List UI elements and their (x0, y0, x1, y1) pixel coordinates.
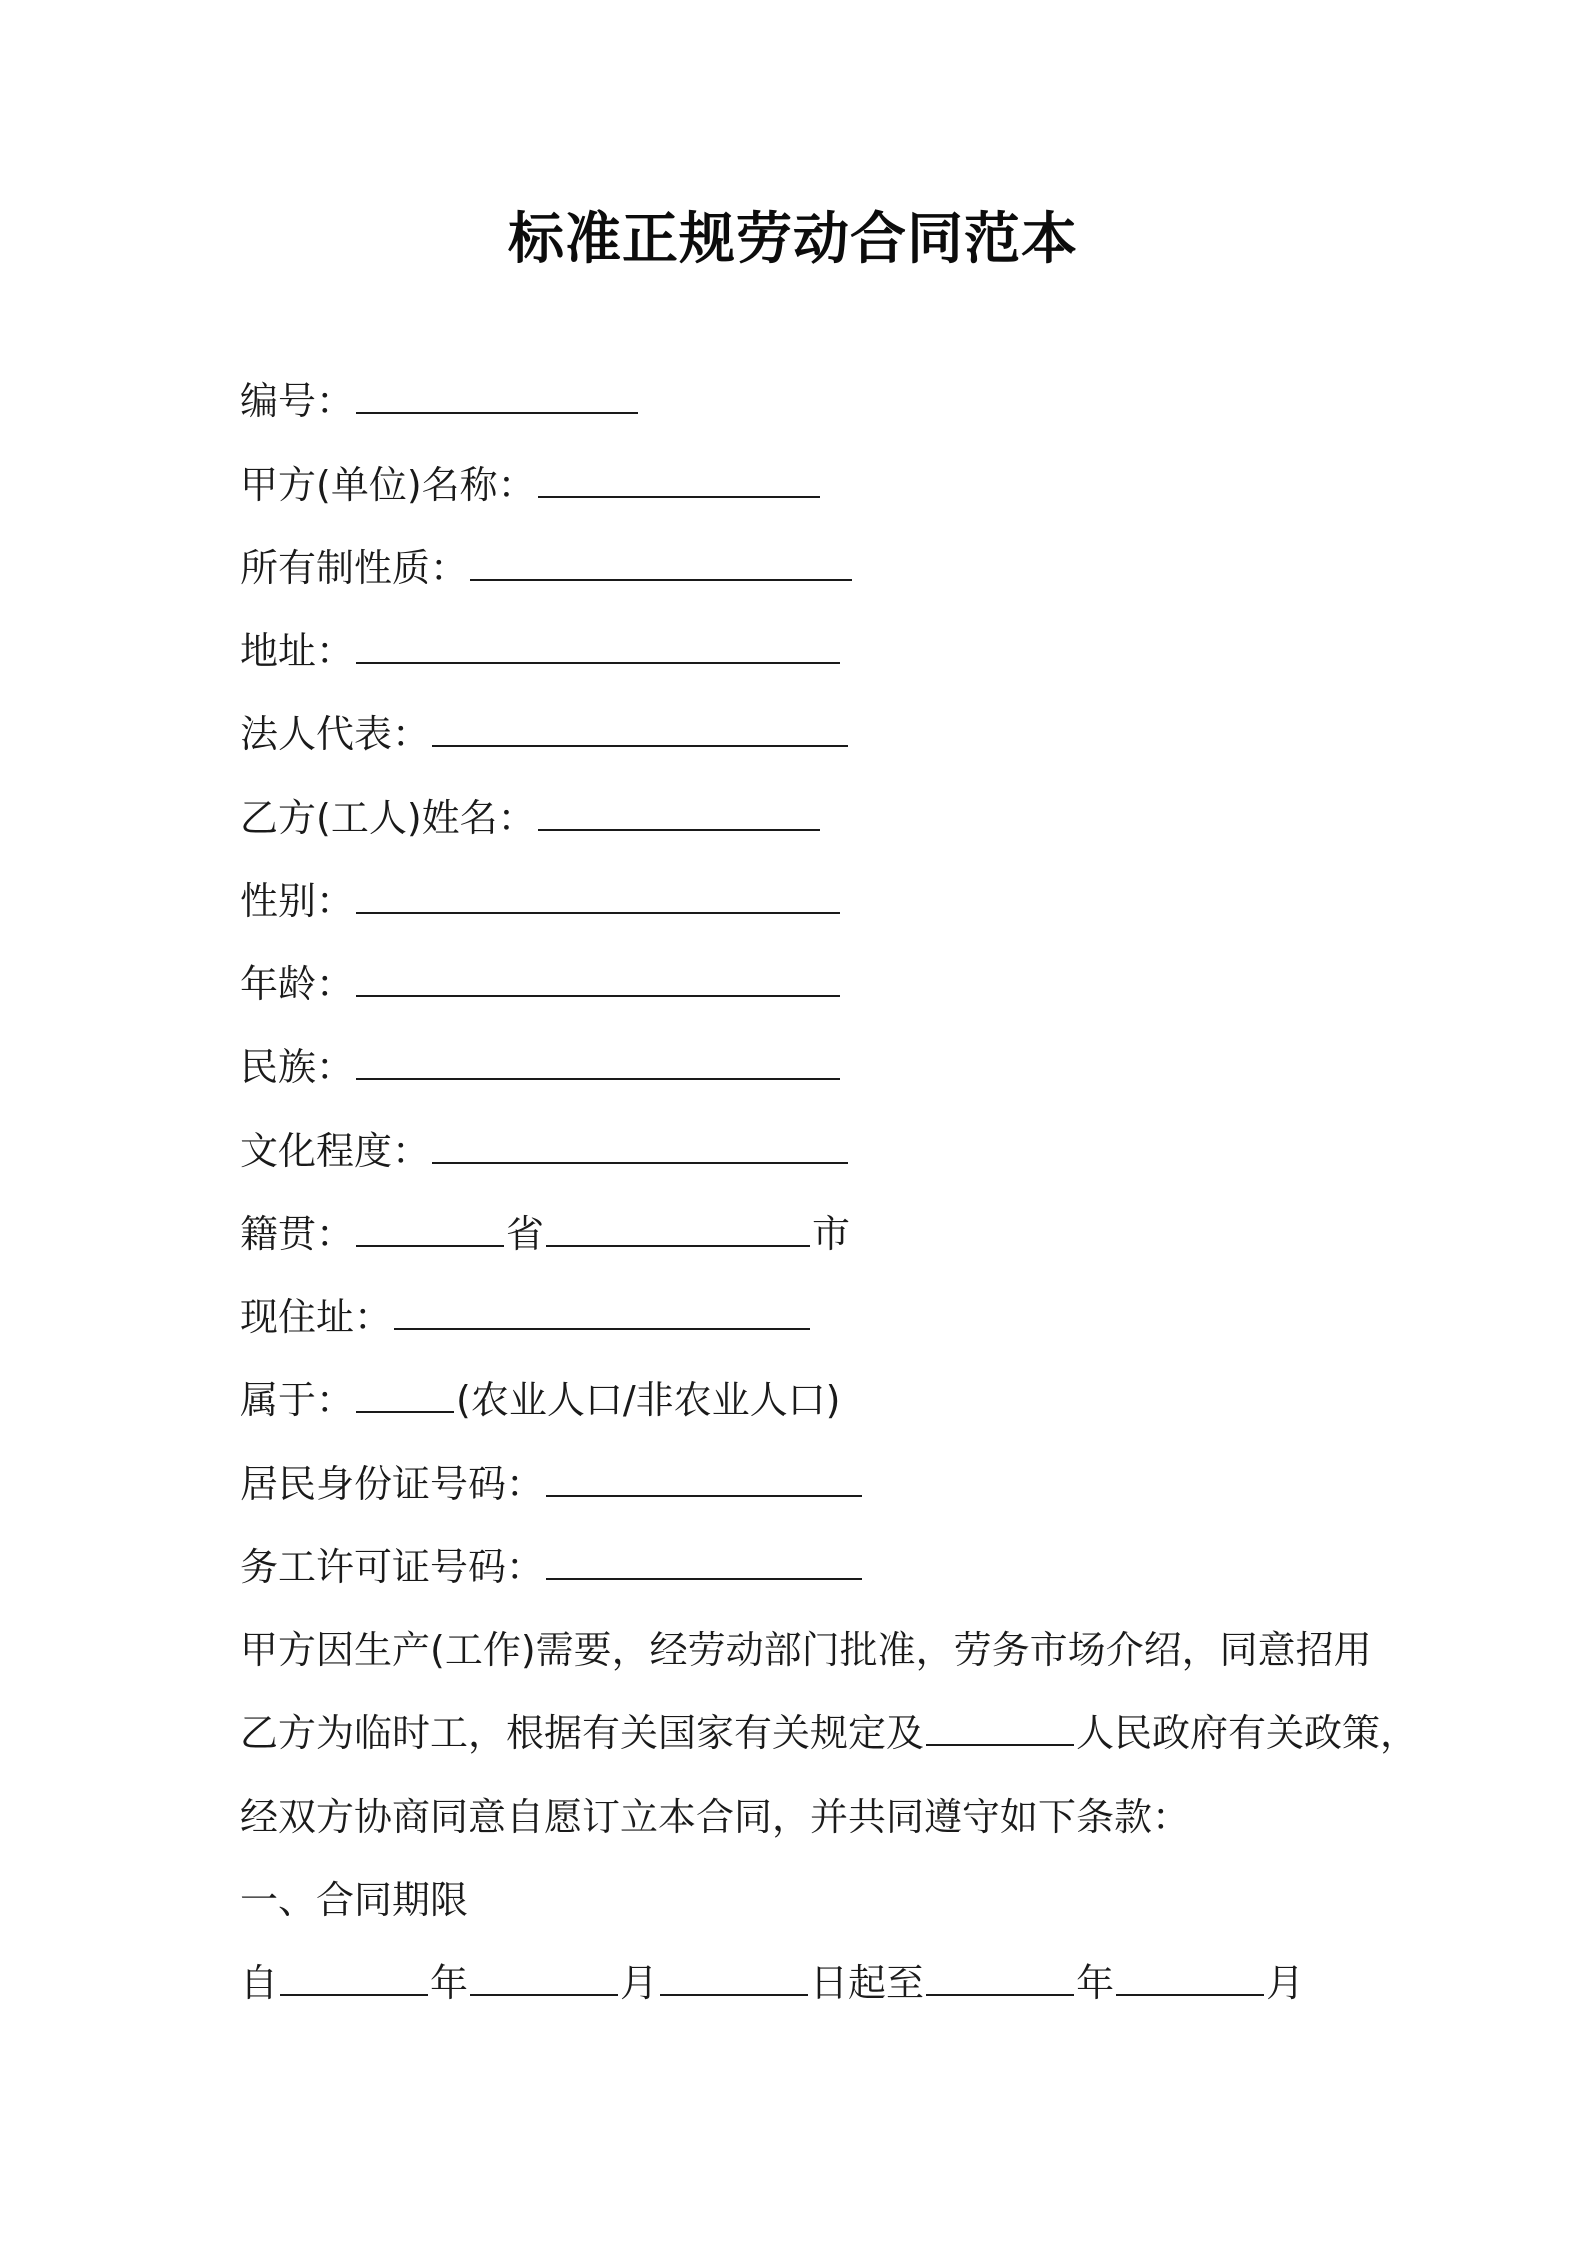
party-b-name-label: 乙方(工人)姓名： (240, 796, 536, 840)
party-b-name-row (240, 793, 822, 843)
household-type-row (240, 1375, 840, 1425)
paragraph-text-2b: 人民政府有关政策， (1076, 1711, 1419, 1755)
contract-term-row (240, 1958, 1304, 2008)
work-permit-blank[interactable] (546, 1542, 862, 1580)
current-address-blank[interactable] (394, 1292, 810, 1330)
term-month: 月 (620, 1961, 659, 2005)
age-label: 年龄： (240, 962, 355, 1006)
native-place-label: 籍贯： (240, 1212, 355, 1256)
term-year: 年 (430, 1961, 469, 2005)
current-address-label: 现住址： (240, 1295, 393, 1339)
native-city-blank[interactable] (546, 1209, 810, 1247)
ownership-blank[interactable] (470, 543, 852, 581)
paragraph-line-1 (240, 1625, 1372, 1675)
current-address-row (240, 1292, 812, 1342)
address-label: 地址： (240, 629, 355, 673)
native-province-blank[interactable] (356, 1209, 504, 1247)
education-label: 文化程度： (240, 1129, 431, 1173)
term-end-year-blank[interactable] (926, 1958, 1074, 1996)
native-city-label: 市 (812, 1212, 851, 1256)
paragraph-text-2a: 乙方为临时工，根据有关国家有关规定及 (240, 1711, 925, 1755)
ownership-label: 所有制性质： (240, 546, 469, 590)
number-blank[interactable] (356, 376, 638, 414)
term-start-year-blank[interactable] (280, 1958, 428, 1996)
term-start-day-blank[interactable] (660, 1958, 808, 1996)
id-number-blank[interactable] (546, 1459, 862, 1497)
address-row (240, 626, 842, 676)
household-type-options: (农业人口/非农业人口) (456, 1378, 841, 1422)
term-day-until: 日起至 (810, 1961, 925, 2005)
address-blank[interactable] (356, 626, 840, 664)
term-start-month-blank[interactable] (470, 1958, 618, 1996)
education-blank[interactable] (432, 1126, 848, 1164)
ownership-row (240, 543, 854, 593)
party-a-name-row (240, 460, 822, 510)
party-a-name-label: 甲方(单位)名称： (240, 463, 536, 507)
legal-rep-row (240, 709, 850, 759)
age-blank[interactable] (356, 959, 840, 997)
government-blank[interactable] (926, 1708, 1074, 1746)
paragraph-line-2 (240, 1708, 1418, 1758)
age-row (240, 959, 842, 1009)
number-label: 编号： (240, 379, 355, 423)
work-permit-row (240, 1542, 864, 1592)
gender-blank[interactable] (356, 876, 840, 914)
document-title: 标准正规劳动合同范本 (508, 207, 1078, 272)
paragraph-text-1: 甲方因生产(工作)需要，经劳动部门批准，劳务市场介绍，同意招用 (240, 1628, 1372, 1672)
id-number-label: 居民身份证号码： (240, 1462, 545, 1506)
party-a-name-blank[interactable] (538, 460, 820, 498)
legal-rep-label: 法人代表： (240, 712, 431, 756)
paragraph-line-3 (240, 1792, 1190, 1842)
paragraph-text-3: 经双方协商同意自愿订立本合同，并共同遵守如下条款： (240, 1795, 1191, 1839)
legal-rep-blank[interactable] (432, 709, 848, 747)
native-place-row (240, 1209, 850, 1259)
ethnicity-blank[interactable] (356, 1042, 840, 1080)
term-from: 自 (240, 1961, 279, 2005)
number-row (240, 376, 640, 426)
work-permit-label: 务工许可证号码： (240, 1545, 545, 1589)
party-b-name-blank[interactable] (538, 793, 820, 831)
ethnicity-row (240, 1042, 842, 1092)
native-province-label: 省 (506, 1212, 545, 1256)
section-1-heading (240, 1875, 468, 1925)
household-type-label: 属于： (240, 1378, 355, 1422)
term-month-2: 月 (1266, 1961, 1305, 2005)
ethnicity-label: 民族： (240, 1045, 355, 1089)
gender-row (240, 876, 842, 926)
education-row (240, 1126, 850, 1176)
term-end-month-blank[interactable] (1116, 1958, 1264, 1996)
household-type-blank[interactable] (356, 1375, 454, 1413)
section-1-heading-text: 一、合同期限 (240, 1878, 469, 1922)
gender-label: 性别： (240, 879, 355, 923)
term-year-2: 年 (1076, 1961, 1115, 2005)
id-number-row (240, 1459, 864, 1509)
